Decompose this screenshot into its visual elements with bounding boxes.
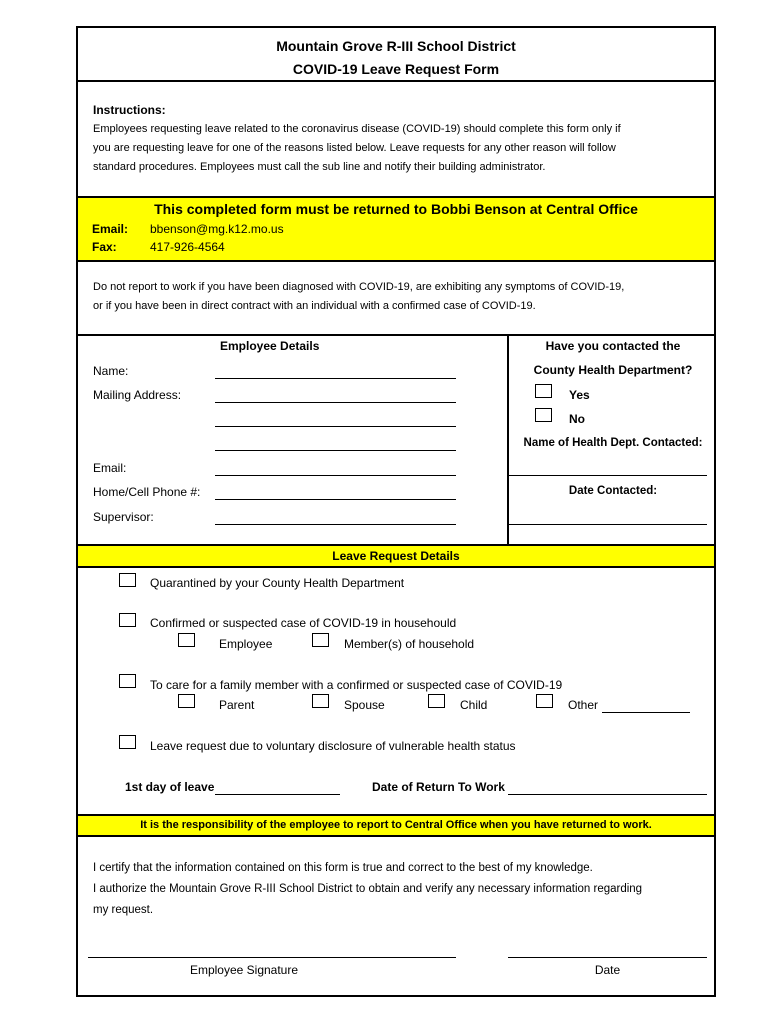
parent-checkbox[interactable]	[178, 694, 195, 708]
phone-field[interactable]	[215, 499, 456, 500]
date-contacted-field[interactable]	[508, 524, 707, 525]
employee-signature-line[interactable]	[88, 957, 456, 958]
no-checkbox[interactable]	[535, 408, 552, 422]
fax-label: Fax:	[92, 240, 117, 254]
first-day-field[interactable]	[215, 794, 340, 795]
divider	[78, 334, 714, 336]
supervisor-label: Supervisor:	[93, 510, 154, 524]
certification-text: I certify that the information contained on this form is true and correct to the best of my knowledge. I authorize the Mountain Grove R-III School District to obtain and verify any necessary information regarding my request.	[93, 862, 643, 916]
leave-details-heading: Leave Request Details	[78, 544, 714, 568]
spouse-label: Spouse	[344, 698, 385, 712]
quarantined-label: Quarantined by your County Health Department	[150, 576, 405, 590]
return-date-label: Date of Return To Work	[372, 780, 505, 794]
spouse-checkbox[interactable]	[312, 694, 329, 708]
mailing-address-field[interactable]	[215, 402, 456, 403]
yes-checkbox[interactable]	[535, 384, 552, 398]
central-office-email: bbenson@mg.k12.mo.us	[150, 222, 284, 236]
signature-date-line[interactable]	[508, 957, 707, 958]
vulnerable-label: Leave request due to voluntary disclosure of vulnerable health status	[150, 739, 516, 753]
instructions-text: Employees requesting leave related to the coronavirus disease (COVID-19) should complete this form only if you are requesting leave for one of the reasons listed below. Leave requests for any other reason will follow standard procedures. Employees must call the sub line and notify their building administrator.	[93, 123, 621, 173]
employee-checkbox[interactable]	[178, 633, 195, 647]
return-date-field[interactable]	[508, 794, 707, 795]
email-label: Email:	[92, 222, 129, 236]
care-family-label: To care for a family member with a confirmed or suspected case of COVID-19	[150, 678, 563, 692]
leave-request-form	[76, 26, 716, 997]
mailing-address-field[interactable]	[215, 450, 456, 451]
other-checkbox[interactable]	[536, 694, 553, 708]
confirmed-case-label: Confirmed or suspected case of COVID-19 in househould	[150, 616, 457, 630]
instructions-heading: Instructions:	[93, 103, 166, 117]
confirmed-case-checkbox[interactable]	[119, 613, 136, 627]
mailing-address-field[interactable]	[215, 426, 456, 427]
child-checkbox[interactable]	[428, 694, 445, 708]
health-dept-contact-field[interactable]	[508, 475, 707, 476]
signature-date-label: Date	[594, 963, 621, 977]
first-day-label: 1st day of leave	[125, 780, 215, 794]
notice-text: Do not report to work if you have been diagnosed with COVID-19, are exhibiting any symptoms of COVID-19, or if you have been in direct contract with an individual with a confirmed case of COVID-19.	[93, 281, 625, 312]
form-title: COVID-19 Leave Request Form	[292, 61, 500, 77]
employee-label: Employee	[219, 637, 273, 651]
household-label: Member(s) of household	[344, 637, 475, 651]
email-field[interactable]	[215, 475, 456, 476]
health-dept-question: County Health Department?	[533, 363, 693, 377]
other-field[interactable]	[602, 712, 690, 713]
employee-details-heading: Employee Details	[220, 339, 320, 353]
supervisor-field[interactable]	[215, 524, 456, 525]
parent-label: Parent	[219, 698, 255, 712]
no-label: No	[569, 412, 585, 426]
health-dept-question: Have you contacted the	[545, 339, 681, 353]
name-field[interactable]	[215, 378, 456, 379]
district-title: Mountain Grove R-III School District	[276, 38, 516, 54]
employee-signature-label: Employee Signature	[189, 963, 299, 977]
quarantined-checkbox[interactable]	[119, 573, 136, 587]
care-family-checkbox[interactable]	[119, 674, 136, 688]
email-field-label: Email:	[93, 461, 127, 475]
return-box	[78, 196, 714, 262]
other-label: Other	[568, 698, 599, 712]
child-label: Child	[460, 698, 488, 712]
mailing-address-label: Mailing Address:	[93, 388, 182, 402]
responsibility-banner: It is the responsibility of the employee to report to Central Office when you have returned to work.	[78, 814, 714, 837]
phone-label: Home/Cell Phone #:	[93, 485, 201, 499]
central-office-fax: 417-926-4564	[150, 240, 225, 254]
health-dept-contact-label: Name of Health Dept. Contacted:	[523, 437, 703, 449]
vulnerable-checkbox[interactable]	[119, 735, 136, 749]
date-contacted-label: Date Contacted:	[568, 485, 658, 497]
divider	[78, 80, 714, 82]
yes-label: Yes	[569, 388, 590, 402]
name-label: Name:	[93, 364, 129, 378]
household-checkbox[interactable]	[312, 633, 329, 647]
return-box-title: This completed form must be returned to Bobbi Benson at Central Office	[154, 201, 638, 217]
